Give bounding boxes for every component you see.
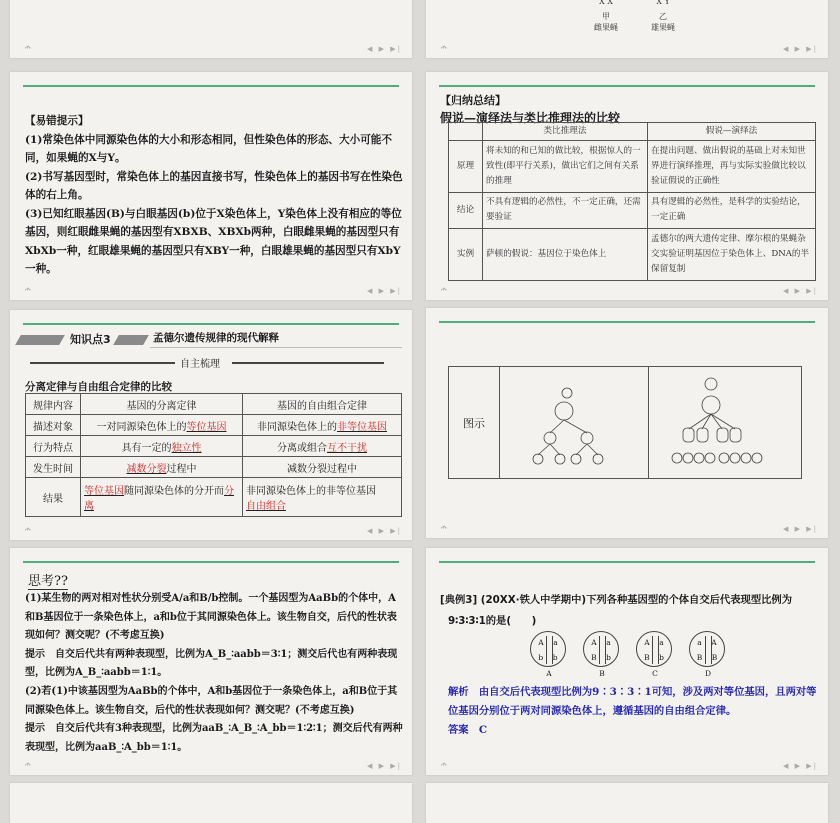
table-cell: 在提出问题、做出假说的基础上对未知世界进行演绎推理，再与实际实验做比较以验证假说的正确性 [648,141,816,193]
allele: a [606,638,611,647]
option-label: B [599,669,605,678]
cell-circle [689,631,725,667]
allele: b [606,653,611,662]
example-answer: 答案 C [448,724,488,736]
allele: b [538,653,544,662]
allele: a [697,638,702,647]
tips-line-3: (3)已知红眼基因(B)与白眼基因(b)位于X染色体上，Y染色体上没有相应的等位基因，则红眼雌果蝇的基因型有XBXB、XBXb两种，白眼雌果蝇的基因型只有XbXb一种，红眼雄果蝇的基因型只有XBY一种，白眼雄果蝇的基因型只有XbY一种。 [25,207,402,275]
answer-text: 非等位基因 [337,421,387,433]
slide-nav-arrows[interactable]: ◀ ▶ ▶| [783,45,818,53]
cell-text: 随同源染色体的分开而 [124,486,224,498]
slide-logo-icon: ሐ [25,760,31,768]
slide-partial-bottom-left[interactable] [10,783,412,823]
allele: A [591,638,597,647]
slide-logo-icon: ሐ [441,523,447,531]
figure-label: 图示 [449,367,500,479]
table-cell: 减数分裂过程中 [243,457,402,478]
table-cell [81,436,243,457]
allele: B [711,653,718,662]
label-female-fly: 雌果蝇 [594,23,618,32]
cell-circle [583,631,619,667]
slide-logo-icon: ሐ [441,43,447,51]
option-label: D [704,669,711,678]
thinking-content [25,590,405,757]
answer-text: 等位基因 [186,421,227,433]
table-cell [243,415,402,436]
table-title: 分离定律与自由组合定律的比较 [25,381,172,393]
option-d [689,631,727,678]
allele: B [644,653,650,662]
allele-row [584,650,618,665]
table-cell: 不具有逻辑的必然性，不一定正确，还需要验证 [483,193,648,229]
question-2: (2)若(1)中该基因型为AaBb的个体中，A和b基因位于一条染色体上，a和B位于其同源染色体上。该生物自交，后代的性状表现如何？测交呢？(不考虑互换) [25,685,398,716]
allele: b [659,653,664,662]
row-label: 描述对象 [26,415,81,436]
example-question: [典例3] (20XX·铁人中学期中)下列各种基因型的个体自交后代表现型比例为9∶3∶3∶1的是( ) [440,594,793,627]
slide-knowledge-point-3[interactable] [10,310,412,540]
chromosome-label-right: X Y [656,0,670,6]
cell-text: 非同源染色体上的非等位基因 [246,486,376,498]
knowledge-point-title: 孟德尔遗传规律的现代解释 [153,332,279,344]
table-row [449,141,816,193]
slide-nav-arrows[interactable]: ◀ ▶ ▶| [367,45,402,53]
allele: a [553,638,558,647]
header-divider [23,323,399,325]
table-row [26,457,402,478]
allele: A [711,638,717,647]
header-divider [439,85,815,87]
allele-row [637,635,671,650]
table-cell [81,478,243,517]
option-label: A [546,669,552,678]
label-male-fly: 雄果蝇 [651,23,675,32]
table-header-cell: 假说—演绎法 [648,123,816,141]
allele: B [591,653,597,662]
table-row [26,436,402,457]
slide-example-3[interactable] [426,548,828,775]
header-divider [23,85,399,87]
slide-thinking[interactable] [10,548,412,775]
label-yi: 乙 [659,12,667,21]
summary-title: 假说—演绎法与类比推理法的比较 [440,111,621,125]
row-label: 原理 [449,141,483,193]
slide-logo-icon: ሐ [25,525,31,533]
answer-text: 等位基因 [84,486,124,498]
thinking-heading: 思考?? [28,570,68,590]
chromosome-label-left: X X [599,0,613,6]
comparison-table [448,122,816,281]
slide-partial-top-left[interactable] [10,0,412,58]
figure-table [448,366,802,479]
section-rule-right [232,362,384,364]
row-label: 实例 [449,228,483,280]
table-row [449,228,816,280]
tips-heading: 【易错提示】 [25,115,89,127]
slide-logo-icon: ሐ [25,43,31,51]
answer-text: 分离 [84,486,234,513]
banner-decoration [15,335,65,345]
header-divider [23,561,399,563]
allele-row [637,650,671,665]
slide-logo-icon: ሐ [25,285,31,293]
slide-nav-arrows[interactable]: ◀ ▶ ▶| [367,527,402,535]
table-header-cell [449,123,483,141]
allele-row [531,650,565,665]
header-divider [439,561,815,563]
law-comparison-table [25,393,402,517]
table-row [449,193,816,229]
table-cell [81,457,243,478]
segregation-diagram-svg [500,367,648,475]
answer-options [530,631,750,681]
slide-summary[interactable] [426,72,828,300]
slide-partial-top-right[interactable] [426,0,828,58]
slide-nav-arrows[interactable]: ◀ ▶ ▶| [367,762,402,770]
option-a [530,631,568,678]
tips-line-1: (1)常染色体中同源染色体的大小和形态相同，但性染色体的形态、大小可能不同，如果蝇的X与Y。 [25,133,392,164]
independent-assortment-diagram [649,367,802,479]
allele: A [644,638,650,647]
cell-circle [530,631,566,667]
table-cell: 萨顿的假说：基因位于染色体上 [483,228,648,280]
row-label: 发生时间 [26,457,81,478]
allele: A [538,638,544,647]
allele: b [552,653,558,662]
question-1: (1)某生物的两对相对性状分别受A/a和B/b控制。一个基因型为AaBb的个体中，A和B基因位于一条染色体上，a和b位于其同源染色体上。该生物自交，后代的性状表现如何？测交呢？(不考虑互换) [25,593,397,642]
table-row [26,415,402,436]
hint-2: 提示 自交后代共有3种表现型，比例为aaB_∶A_B_∶A_bb＝1∶2∶1；测交后代有两种表现型，比例为aaB_∶A_bb＝1∶1。 [25,723,403,753]
slide-logo-icon: ሐ [441,285,447,293]
answer-text: 自由组合 [246,501,286,513]
table-header-cell: 规律内容 [26,394,81,415]
segregation-diagram [500,367,649,479]
slide-partial-bottom-right[interactable] [426,783,828,823]
table-cell [243,478,402,517]
option-c [636,631,674,678]
assortment-diagram-svg [649,367,799,475]
allele: a [659,638,664,647]
section-rule-left [30,362,175,364]
row-label: 结论 [449,193,483,229]
title-underline [150,347,402,348]
cell-text: 一对同源染色体上的 [96,421,187,433]
banner-decoration [113,335,149,345]
slide-nav-arrows[interactable]: ◀ ▶ ▶| [783,762,818,770]
example-analysis: 解析 由自交后代表现型比例为9∶3∶3∶1可知，涉及两对等位基因，且两对等位基因分别位于两对同源染色体上，遵循基因的自由组合定律。 [448,686,817,717]
table-cell: 孟德尔的两大遗传定律、摩尔根的果蝇杂交实验证明基因位于染色体上、DNA的半保留复制 [648,228,816,280]
slide-logo-icon: ሐ [441,760,447,768]
table-cell: 将未知的和已知的做比较，根据惊人的一致性(即平行关系)，做出它们之间有关系的推理 [483,141,648,193]
allele-row [584,635,618,650]
knowledge-point-badge: 知识点3 [70,333,111,346]
allele: B [696,653,703,662]
slide-figure[interactable] [426,308,828,538]
option-b [583,631,621,678]
table-header-cell: 类比推理法 [483,123,648,141]
table-row [26,394,402,415]
row-label: 行为特点 [26,436,81,457]
cell-circle [636,631,672,667]
table-cell: 具有逻辑的必然性，是科学的实验结论，一定正确 [648,193,816,229]
answer-text: 减数分裂 [126,463,167,475]
cell-text: 具有一定的 [121,442,172,454]
table-row [26,478,402,517]
row-label: 结果 [26,478,81,517]
table-header-cell: 基因的分离定律 [81,394,243,415]
cell-text: 非同源染色体上的 [257,421,337,433]
cell-text: 过程中 [166,463,197,475]
section-title: 自主梳理 [180,359,220,370]
tips-content [25,112,403,279]
allele-row [690,635,724,650]
table-cell [81,415,243,436]
summary-heading: 【归纳总结】 [440,94,506,107]
slide-nav-arrows[interactable]: ◀ ▶ ▶| [783,525,818,533]
hint-1: 提示 自交后代共有两种表现型，比例为A_B_∶aabb＝3∶1；测交后代也有两种表现型，比例为A_B_∶aabb＝1∶1。 [25,648,398,679]
slide-nav-arrows[interactable]: ◀ ▶ ▶| [783,287,818,295]
header-divider [439,321,815,323]
slide-error-tips[interactable] [10,72,412,300]
tips-line-2: (2)书写基因型时，常染色体上的基因直接书写，性染色体上的基因书写在性染色体的右上角。 [25,170,403,201]
answer-text: 独立性 [171,442,202,454]
cell-text: 分离或组合 [277,442,327,454]
answer-text: 互不干扰 [327,442,367,454]
allele-row [531,635,565,650]
table-header-cell: 基因的自由组合定律 [243,394,402,415]
option-label: C [652,669,658,678]
table-cell [243,436,402,457]
label-jia: 甲 [602,12,610,21]
slide-nav-arrows[interactable]: ◀ ▶ ▶| [367,287,402,295]
allele-row [690,650,724,665]
